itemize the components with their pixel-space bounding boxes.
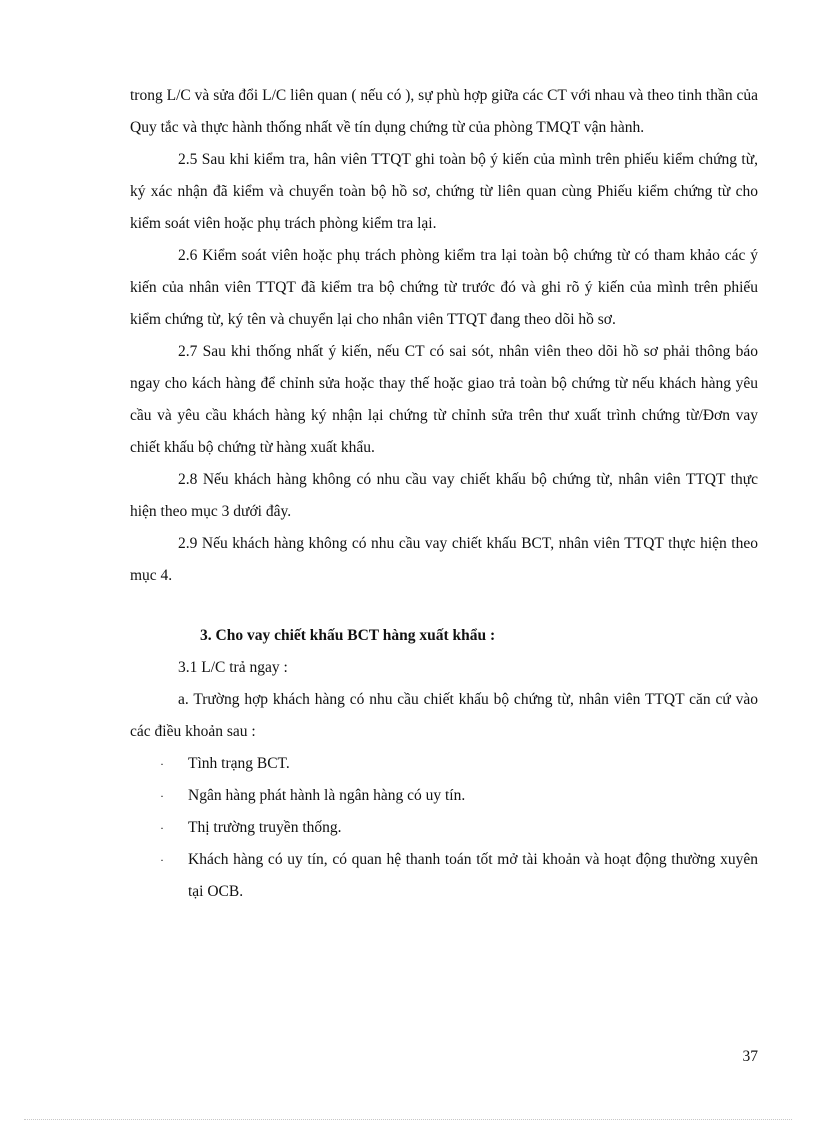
page-number: 37	[742, 1048, 758, 1065]
bullet-list	[130, 748, 758, 908]
paragraph-2-8: 2.8 Nếu khách hàng không có nhu cầu vay chiết khấu bộ chứng từ, nhân viên TTQT thực hiện theo mục 3 dưới đây.	[130, 471, 758, 520]
bullet-icon: ·	[160, 821, 164, 835]
paragraph-2-5: 2.5 Sau khi kiểm tra, hân viên TTQT ghi toàn bộ ý kiến của mình trên phiếu kiểm chứng từ, ký xác nhận đã kiểm và chuyển toàn bộ hồ sơ, chứng từ liên quan cùng Phiếu kiểm chứng từ cho kiểm soát viên hoặc phụ trách phòng kiểm tra lại.	[130, 151, 758, 232]
list-item-text: Tình trạng BCT.	[188, 755, 290, 772]
section-3-heading: 3. Cho vay chiết khấu BCT hàng xuất khẩu :	[200, 627, 496, 644]
list-item	[130, 780, 758, 812]
list-item-text: Ngân hàng phát hành là ngân hàng có uy tín.	[188, 787, 466, 804]
bullet-icon: ·	[160, 853, 164, 867]
paragraph-2-9: 2.9 Nếu khách hàng không có nhu cầu vay chiết khấu BCT, nhân viên TTQT thực hiện theo mục 4.	[130, 535, 758, 584]
bullet-icon: ·	[160, 757, 164, 771]
subsection-3-1: 3.1 L/C trả ngay :	[178, 659, 288, 676]
paragraph-continuation: trong L/C và sửa đổi L/C liên quan ( nếu có ), sự phù hợp giữa các CT với nhau và theo tinh thần của Quy tắc và thực hành thống nhất về tín dụng chứng từ của phòng TMQT vận hành.	[130, 87, 758, 136]
document-body	[130, 80, 758, 908]
bullet-icon: ·	[160, 789, 164, 803]
list-item-text: Khách hàng có uy tín, có quan hệ thanh toán tốt mở tài khoản và hoạt động thường xuyên tại OCB.	[188, 851, 758, 900]
list-item	[130, 844, 758, 908]
paragraph-a: a. Trường hợp khách hàng có nhu cầu chiết khấu bộ chứng từ, nhân viên TTQT căn cứ vào các điều khoản sau :	[130, 691, 758, 740]
list-item	[130, 812, 758, 844]
page-bottom-divider	[24, 1119, 792, 1120]
list-item-text: Thị trường truyền thống.	[188, 819, 342, 836]
paragraph-2-7: 2.7 Sau khi thống nhất ý kiến, nếu CT có sai sót, nhân viên theo dõi hồ sơ phải thông báo ngay cho kách hàng để chỉnh sửa hoặc thay thế hoặc giao trả toàn bộ chứng từ nếu khách hàng yêu cầu và yêu cầu khách hàng ký nhận lại chứng từ chỉnh sửa trên thư xuất trình chứng từ/Đơn vay chiết khấu bộ chứng từ hàng xuất khẩu.	[130, 343, 758, 456]
paragraph-2-6: 2.6 Kiểm soát viên hoặc phụ trách phòng kiểm tra lại toàn bộ chứng từ có tham khảo các ý kiến của nhân viên TTQT đã kiểm tra bộ chứng từ trước đó và ghi rõ ý kiến của mình trên phiếu kiểm chứng từ, ký tên và chuyển lại cho nhân viên TTQT đang theo dõi hồ sơ.	[130, 247, 758, 328]
list-item	[130, 748, 758, 780]
